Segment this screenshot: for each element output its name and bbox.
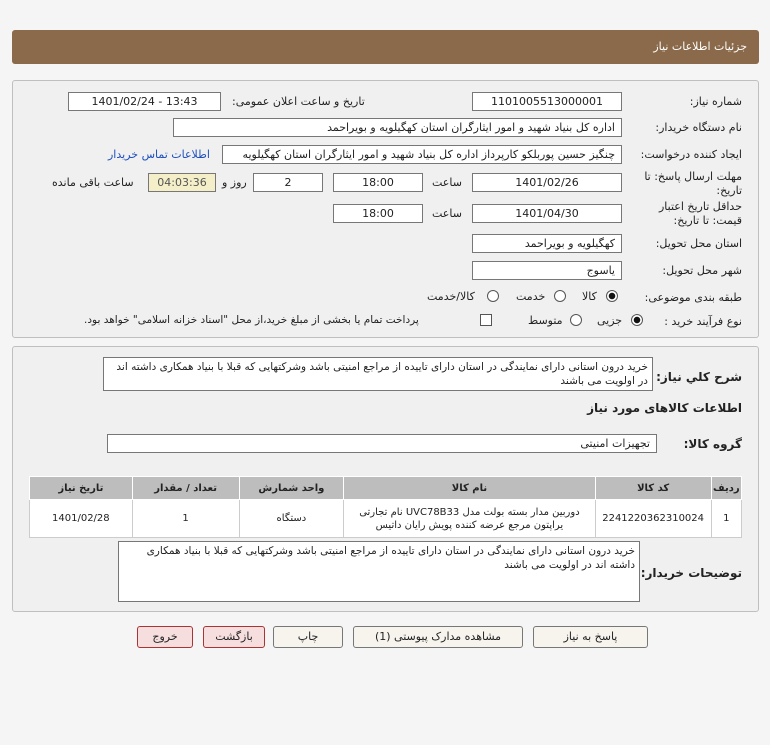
col-name: نام کالا xyxy=(344,477,595,500)
need-number-label: شماره نیاز: xyxy=(689,95,742,108)
category-option-both: کالا/خدمت xyxy=(427,290,475,303)
days-label: روز و xyxy=(222,176,247,189)
validity-label: حداقل تاریخ اعتبار xyxy=(658,200,742,213)
province-field: کهگیلویه و بویراحمد xyxy=(472,234,622,253)
col-unit: واحد شمارش xyxy=(239,477,344,500)
remaining-label: ساعت باقی مانده xyxy=(52,176,134,189)
col-code: کد کالا xyxy=(595,477,711,500)
deadline-date-field: 1401/02/26 xyxy=(472,173,622,192)
reply-button[interactable]: پاسخ به نیاز xyxy=(533,626,648,648)
city-field: یاسوج xyxy=(472,261,622,280)
process-radio-minor[interactable] xyxy=(631,314,643,326)
category-radio-goods[interactable] xyxy=(606,290,618,302)
treasury-payment-note: پرداخت تمام یا بخشی از مبلغ خرید،از محل "اسناد خزانه اسلامی" خواهد بود. xyxy=(84,314,419,326)
goods-group-field: تجهیزات امنیتی xyxy=(107,434,657,453)
cell-qty: 1 xyxy=(132,500,239,538)
need-number-field: 1101005513000001 xyxy=(472,92,622,111)
cell-code: 2241220362310024 xyxy=(595,500,711,538)
process-option-medium: متوسط xyxy=(528,314,563,327)
deadline-label: مهلت ارسال پاسخ: تا xyxy=(644,170,742,183)
cell-row: 1 xyxy=(711,500,741,538)
page-title: جزئیات اطلاعات نیاز xyxy=(653,40,747,53)
buyer-notes-label: توضیحات خریدار: xyxy=(640,566,742,580)
process-label: نوع فرآیند خرید : xyxy=(664,315,742,328)
deadline-time-label: ساعت xyxy=(432,176,462,189)
validity-time-field: 18:00 xyxy=(333,204,423,223)
validity-time-label: ساعت xyxy=(432,207,462,220)
goods-table-header xyxy=(30,477,742,500)
cell-name: دوربین مدار بسته بولت مدل UVC78B33 نام تجارتی یراپتون مرجع عرضه کننده پویش رایان داتیس xyxy=(344,500,595,538)
buyer-org-field: اداره کل بنیاد شهید و امور ایثارگران استان کهگیلویه و بویراحمد xyxy=(173,118,622,137)
print-button[interactable]: چاپ xyxy=(273,626,343,648)
remaining-time-field: 04:03:36 xyxy=(148,173,216,192)
treasury-payment-checkbox[interactable] xyxy=(480,314,492,326)
category-radio-both[interactable] xyxy=(487,290,499,302)
buyer-org-label: نام دستگاه خریدار: xyxy=(655,121,742,134)
validity-label-date: قیمت: تا تاریخ: xyxy=(673,214,742,227)
days-field: 2 xyxy=(253,173,323,192)
summary-text: خرید درون استانی دارای نمایندگی در استان دارای تاییده از مراجع امنیتی باشد وشرکتهایی که قبلا با بنیاد همکاری داشته اند در اولویت می باشند xyxy=(103,357,653,391)
col-qty: تعداد / مقدار xyxy=(132,477,239,500)
summary-label: شرح کلي نياز: xyxy=(656,370,742,384)
category-option-goods: کالا xyxy=(582,290,597,303)
province-label: استان محل تحویل: xyxy=(655,237,742,250)
category-label: طبقه بندی موضوعی: xyxy=(644,291,742,304)
col-date: تاریخ نیاز xyxy=(30,477,133,500)
attachments-button[interactable]: مشاهده مدارک پیوستی (1) xyxy=(353,626,523,648)
announce-field: 1401/02/24 - 13:43 xyxy=(68,92,221,111)
col-row: ردیف xyxy=(711,477,741,500)
contact-info-link[interactable]: اطلاعات تماس خریدار xyxy=(108,148,210,161)
cell-unit: دستگاه xyxy=(239,500,344,538)
process-option-minor: جزیی xyxy=(597,314,623,327)
goods-section-title: اطلاعات کالاهای مورد نیاز xyxy=(587,401,742,415)
process-radio-medium[interactable] xyxy=(570,314,582,326)
city-label: شهر محل تحویل: xyxy=(662,264,742,277)
table-row xyxy=(30,500,742,538)
buyer-notes-text: خرید درون استانی دارای نمایندگی در استان دارای تاییده از مراجع امنیتی باشد وشرکتهایی که قبلا با بنیاد همکاری داشته اند در اولویت می باشند xyxy=(118,541,640,602)
requester-field: چنگیز حسین پوربلکو کارپرداز اداره کل بنیاد شهید و امور ایثارگران استان کهگیلویه xyxy=(222,145,622,164)
deadline-label-date: تاریخ: xyxy=(716,184,742,197)
back-button[interactable]: بازگشت xyxy=(203,626,265,648)
page-header xyxy=(12,30,759,64)
announce-label: تاریخ و ساعت اعلان عمومی: xyxy=(232,95,365,108)
exit-button[interactable]: خروج xyxy=(137,626,193,648)
goods-group-label: گروه کالا: xyxy=(683,437,742,451)
goods-table xyxy=(29,476,742,538)
requester-label: ایجاد کننده درخواست: xyxy=(640,148,742,161)
category-radio-service[interactable] xyxy=(554,290,566,302)
validity-date-field: 1401/04/30 xyxy=(472,204,622,223)
cell-date: 1401/02/28 xyxy=(30,500,133,538)
deadline-time-field: 18:00 xyxy=(333,173,423,192)
category-option-service: خدمت xyxy=(516,290,546,303)
